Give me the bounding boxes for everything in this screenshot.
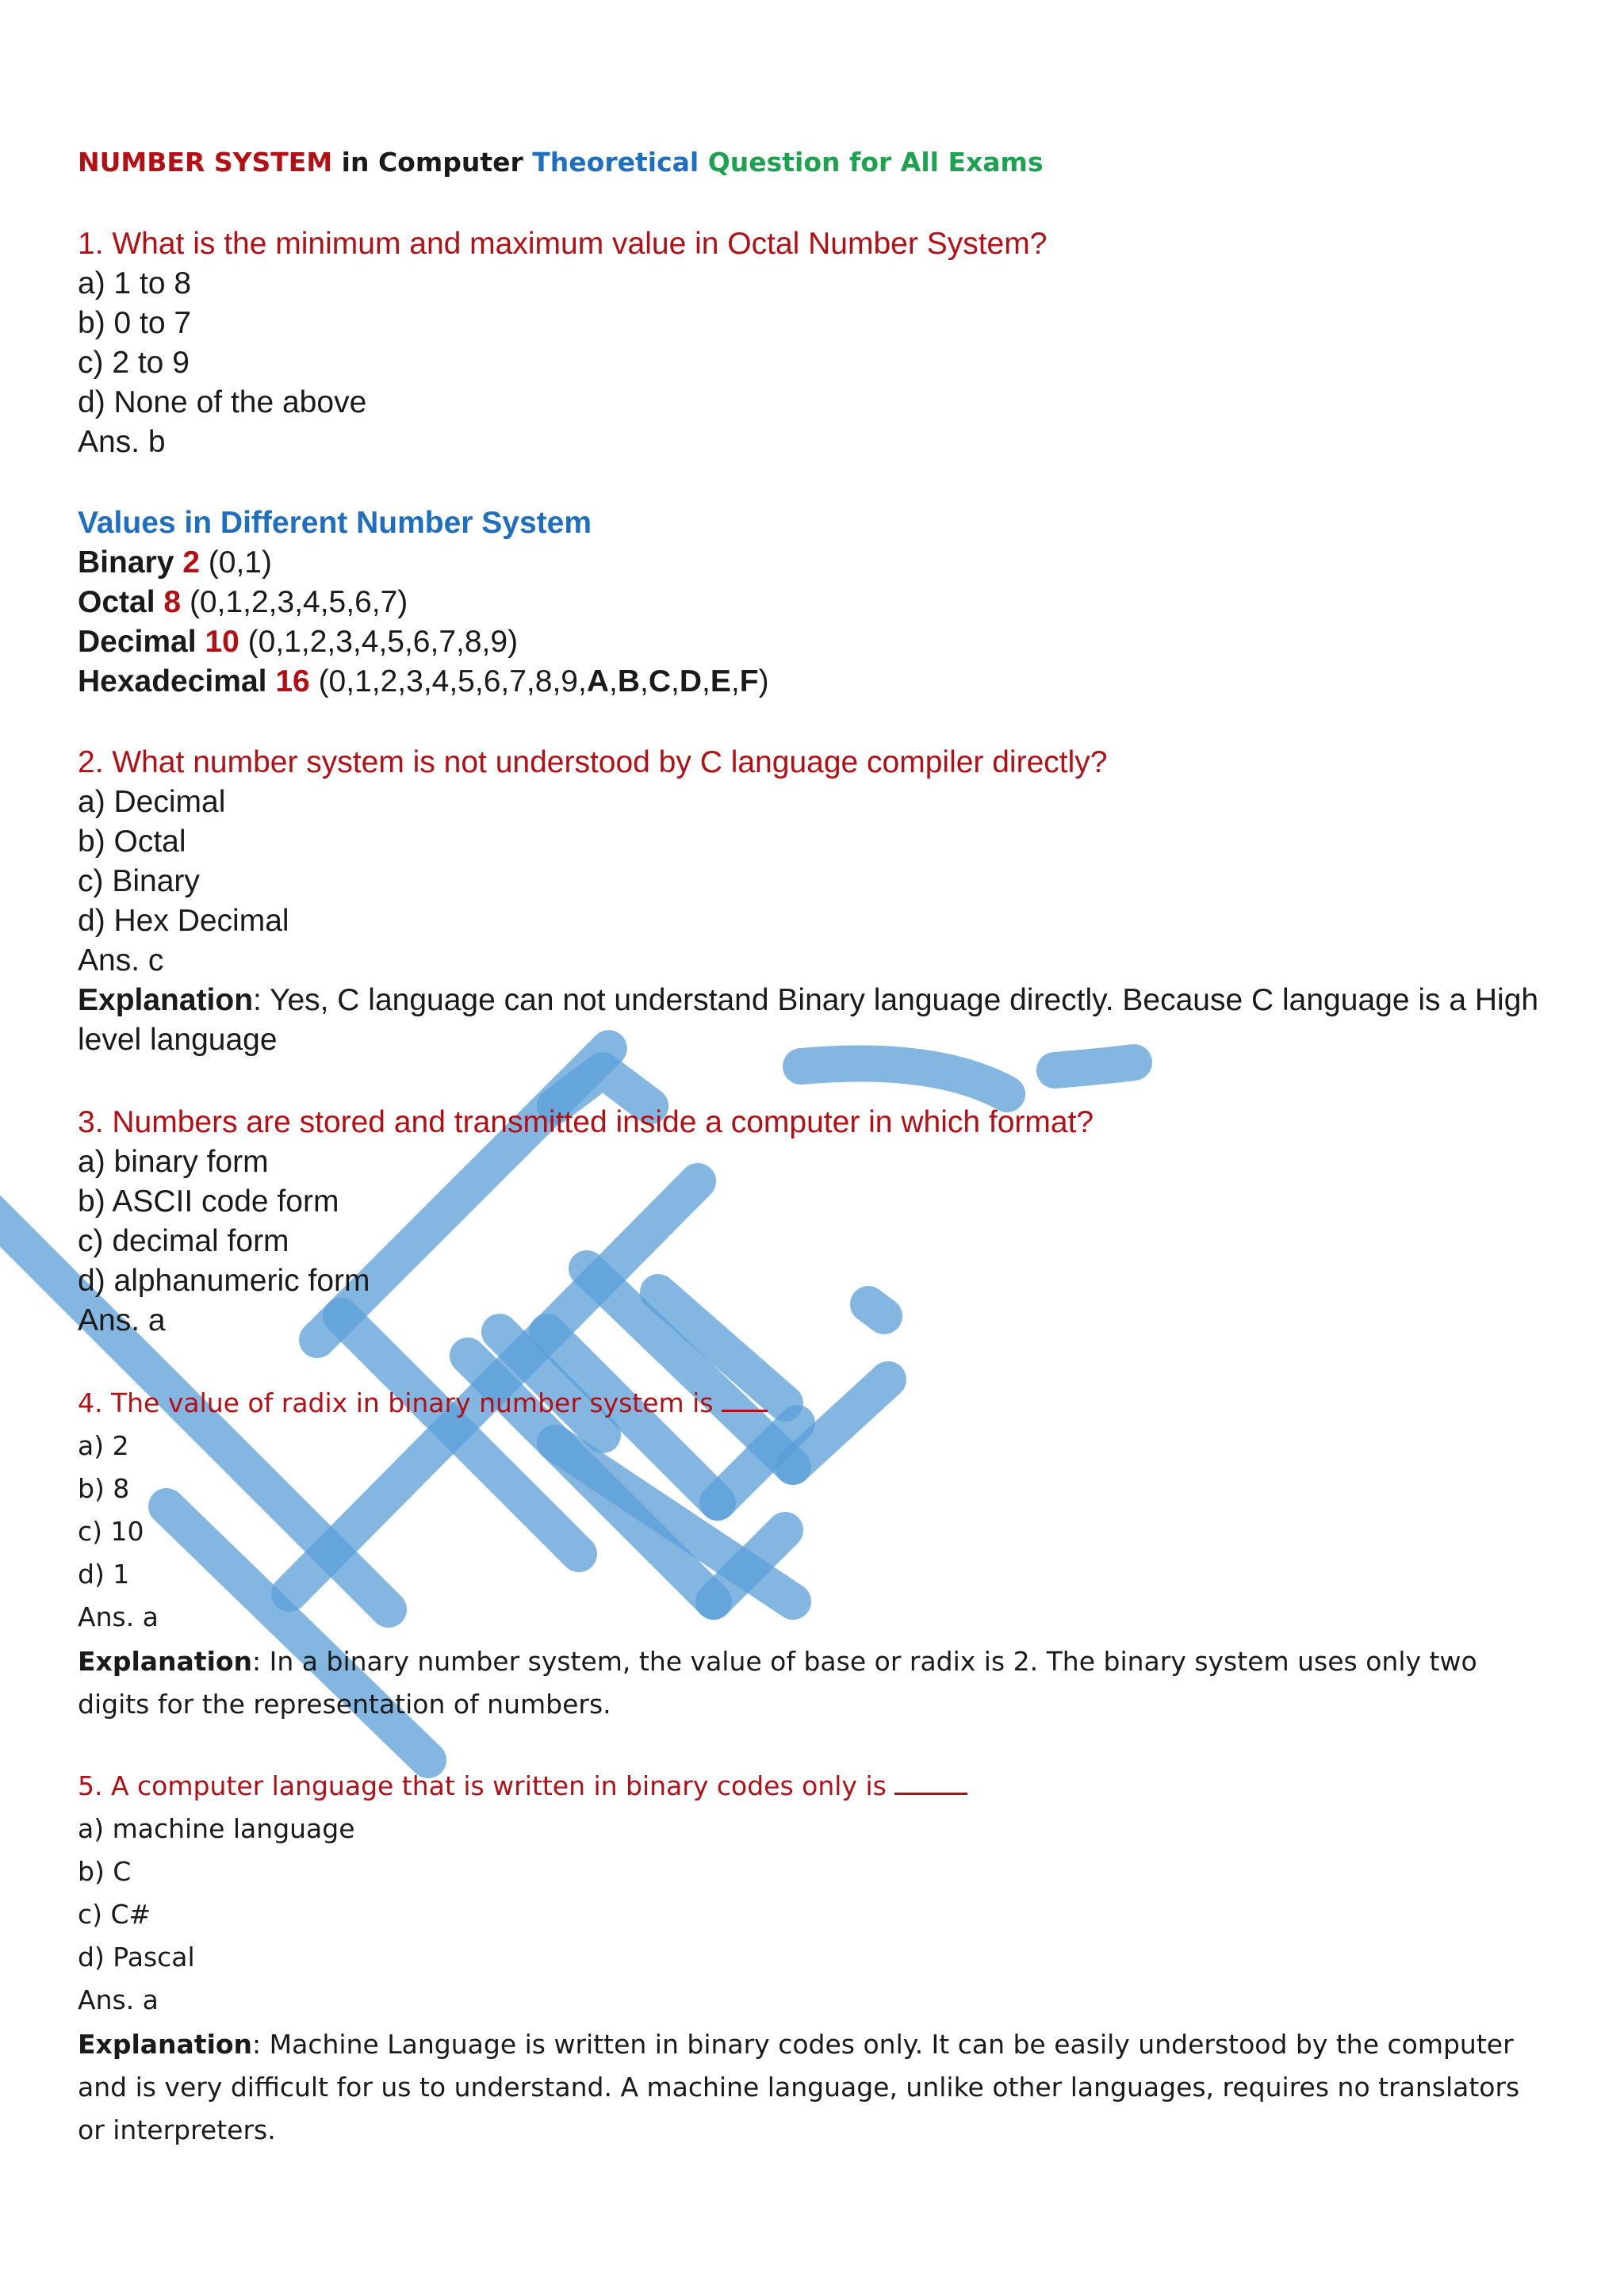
q2-option-d: d) Hex Decimal [78,904,289,938]
value-digits [319,664,769,698]
explanation-label: Explanation [78,2029,253,2060]
value-name: Octal [78,585,155,619]
hex-close: ) [758,664,769,698]
value-digits: (0,1,2,3,4,5,6,7,8,9) [247,625,519,659]
q4-option-b: b) 8 [78,1473,130,1504]
q2-option-b: b) Octal [78,825,186,859]
q4-option-a: a) 2 [78,1430,129,1461]
value-base: 2 [182,545,200,580]
q2-answer: Ans. c [78,943,164,978]
q3-option-d: d) alphanumeric form [78,1264,370,1298]
hex-letter: D [679,664,703,698]
value-row-binary [78,543,272,583]
q1-option-d: d) None of the above [78,385,367,419]
value-name: Decimal [78,625,197,659]
q3-answer: Ans. a [78,1303,166,1337]
hex-sep: , [640,664,649,698]
q5-option-a: a) machine language [78,1813,355,1844]
title-question-all-exams: Question for All Exams [699,147,1044,178]
q3-option-a: a) binary form [78,1145,269,1179]
explanation-text: : In a binary number system, the value of base or radix is 2. The binary system uses only two digits for the representation of numbers. [78,1646,1477,1720]
explanation-text: : Machine Language is written in binary codes only. It can be easily understood by the computer and is very difficult for us to understand. A machine language, unlike other languages, requires no translators or interpreters. [78,2029,1520,2145]
question-3: 3. Numbers are stored and transmitted inside a computer in which format? [78,1105,1094,1139]
question-5-text: 5. A computer language that is written in binary codes only is [78,1770,895,1801]
value-digits: (0,1) [208,545,272,580]
q2-explanation [78,981,1553,1060]
q5-option-b: b) C [78,1856,132,1887]
hex-sep: , [608,664,618,698]
q3-option-c: c) decimal form [78,1224,289,1258]
q4-explanation [78,1640,1553,1726]
explanation-text: : Yes, C language can not understand Binary language directly. Because C language is a High level language [78,983,1539,1057]
hex-letter: A [586,664,609,698]
hex-letter: E [710,664,731,698]
hex-letter: F [739,664,759,698]
q5-answer: Ans. a [78,1984,159,2015]
question-1: 1. What is the minimum and maximum value in Octal Number System? [78,227,1048,261]
value-digits: (0,1,2,3,4,5,6,7) [189,585,408,619]
question-2: 2. What number system is not understood by C language compiler directly? [78,745,1108,779]
q3-option-b: b) ASCII code form [78,1184,339,1219]
question-4 [78,1383,768,1423]
hex-letter: B [617,664,640,698]
page-title [78,143,1044,182]
value-base: 16 [275,664,310,698]
q4-answer: Ans. a [78,1601,159,1632]
hex-sep: , [671,664,680,698]
value-row-octal [78,583,408,622]
q1-option-b: b) 0 to 7 [78,306,192,340]
title-in-computer: in Computer [332,147,533,178]
q5-option-c: c) C# [78,1899,151,1930]
q4-option-d: d) 1 [78,1559,130,1590]
q1-option-c: c) 2 to 9 [78,346,190,380]
value-row-hexadecimal [78,662,769,702]
hex-digits-prefix: (0,1,2,3,4,5,6,7,8,9, [318,664,587,698]
q1-answer: Ans. b [78,425,166,459]
value-row-decimal [78,622,518,662]
value-base: 10 [205,625,239,659]
value-name: Hexadecimal [78,664,267,698]
value-name: Binary [78,545,174,580]
hex-sep: , [730,664,740,698]
answer-blank [894,1769,967,1795]
q2-option-a: a) Decimal [78,785,226,819]
explanation-label: Explanation [78,983,254,1017]
q4-option-c: c) 10 [78,1516,144,1547]
value-base: 8 [163,585,182,619]
title-theoretical: Theoretical [532,147,699,178]
hex-sep: , [702,664,710,698]
q2-option-c: c) Binary [78,864,200,898]
question-5 [78,1766,967,1806]
answer-blank [722,1386,768,1412]
question-4-text: 4. The value of radix in binary number system is [78,1387,722,1418]
values-heading: Values in Different Number System [78,506,592,540]
explanation-label: Explanation [78,1646,253,1677]
title-number-system: NUMBER SYSTEM [78,147,333,178]
q1-option-a: a) 1 to 8 [78,266,192,300]
q5-explanation [78,2023,1553,2152]
hex-letter: C [648,664,672,698]
q5-option-d: d) Pascal [78,1942,195,1973]
